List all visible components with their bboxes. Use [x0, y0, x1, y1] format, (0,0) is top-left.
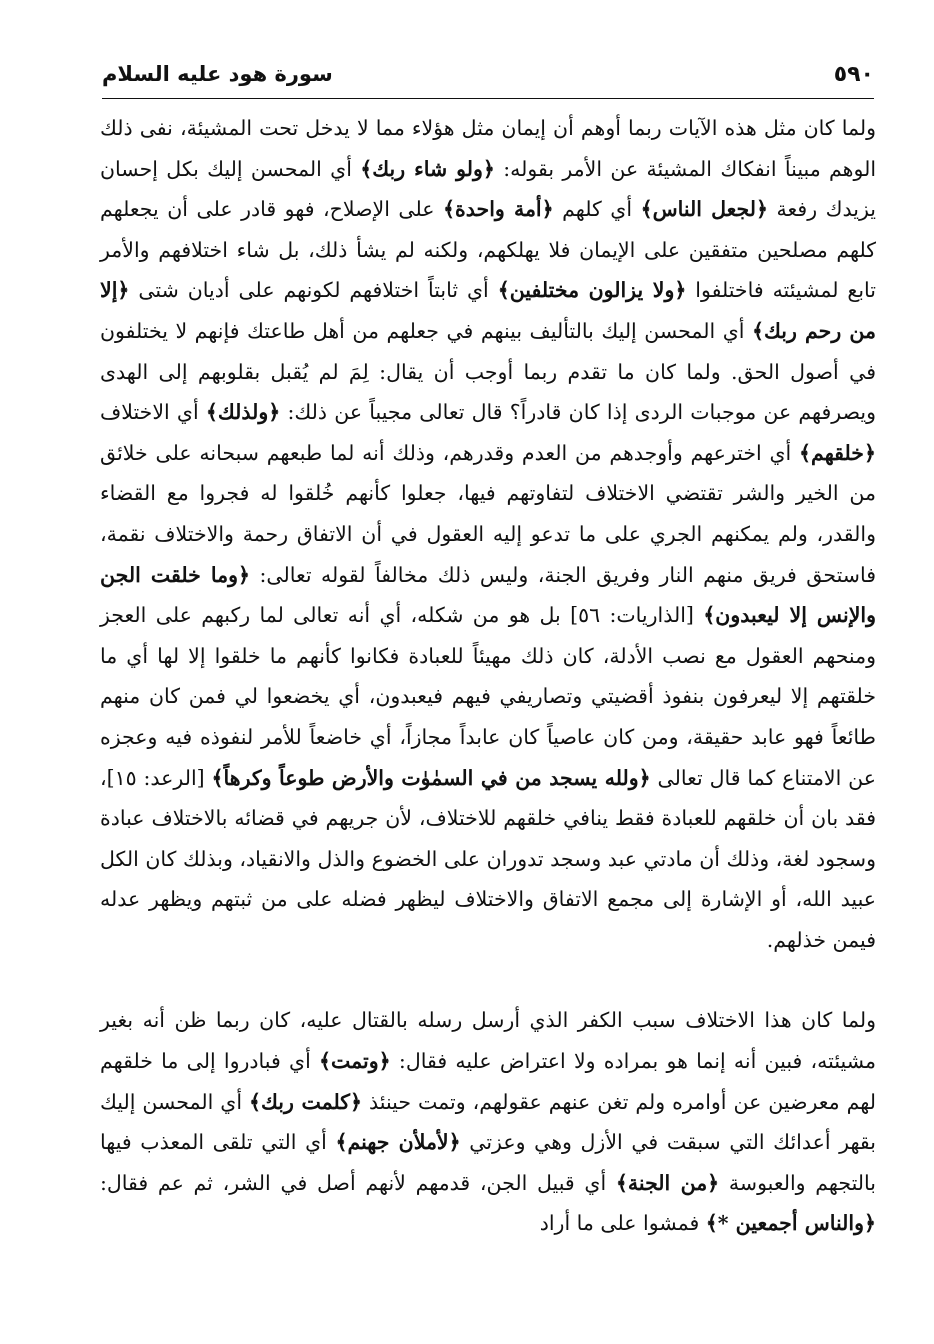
quran-quote: ﴿وتمت﴾: [319, 1049, 391, 1074]
paragraph-1: [100, 108, 876, 960]
paragraph-text: ولما كان هذا الاختلاف سبب الكفر الذي أرسل رسله بالقتال عليه، كان ربما ظن أنه بغير مشيئته، فبين أنه إنما هو بمراده ولا اعتراض عليه فقال: ﴿وتمت﴾ أي فبادروا إلى ما خلقهم لهم معرضين عن أوامره ولم تغن عنهم عقولهم، وتمت حينئذ ﴿كلمت ربك﴾ أي المحسن إليك بقهر أعدائك التي سبقت في الأزل وهي وعزتي ﴿لأملأن جهنم﴾ أي التي تلقى المعذب فيها بالتجهم والعبوسة ﴿من الجنة﴾ أي قبيل الجن، قدمهم لأنهم أصل في الشر، ثم عم فقال: ﴿والناس أجمعين *﴾ فمشوا على ما أراد: [100, 1008, 876, 1236]
page-body: [100, 108, 876, 1244]
quran-quote: ﴿ولله يسجد من في السمٰوٰت والأرض طوعاً وكرهاً﴾: [211, 765, 651, 790]
quran-quote: ﴿وما خلقت الجن والإنس إلا ليعبدون﴾: [100, 562, 876, 628]
quran-quote: ﴿لأملأن جهنم﴾: [335, 1130, 461, 1155]
quran-quote: ﴿إلا من رحم ربك﴾: [100, 278, 876, 343]
paragraph-text: ولما كان مثل هذه الآيات ربما أوهم أن إيمان مثل هؤلاء مما لا يدخل تحت المشيئة، نفى ذلك الوهم مبيناً انفكاك المشيئة عن الأمر بقوله: ﴿ولو شاء ربك﴾ أي المحسن إليك بكل إحسان يزيدك رفعة ﴿لجعل الناس﴾ أي كلهم ﴿أمة واحدة﴾ على الإصلاح، فهو قادر على أن يجعلهم كلهم مصلحين متفقين على الإيمان فلا يهلكهم، ولكنه لم يشأ ذلك، بل شاء اختلافهم والأمر تابع لمشيئته فاختلفوا ﴿ولا يزالون مختلفين﴾ أي ثابتاً اختلافهم لكونهم على أديان شتى ﴿إلا من رحم ربك﴾ أي المحسن إليك بالتأليف بينهم في جعلهم من أهل طاعتك فإنهم لا يختلفون في أصول الحق. ولما كان ما تقدم ربما أوجب أن يقال: لِمَ لم يُقبل بقلوبهم إلى الهدى ويصرفهم عن موجبات الردى إذا كان قادراً؟ قال تعالى مجيباً عن ذلك: ﴿ولذلك﴾ أي الاختلاف ﴿خلقهم﴾ أي اخترعهم وأوجدهم من العدم وقدرهم، وذلك أنه لما طبعهم سبحانه على خلائق من الخير والشر تقتضي الاختلاف لتفاوتهم فيها، جعلوا كأنهم خُلقوا له فجروا مع القضاء والقدر، ولم يمكنهم الجري على ما تدعو إليه العقول في أن الاتفاق رحمة والاختلاف نقمة، فاستحق فريق منهم النار وفريق الجنة، وليس ذلك مخالفاً لقوله تعالى: ﴿وما خلقت الجن والإنس إلا ليعبدون﴾ [الذاريات: ٥٦] بل هو من شكله، أي أنه تعالى لما ركبهم على العجز ومنحهم العقول مع نصب الأدلة، كان ذلك مهيئاً للعبادة فكانوا كأنهم ما خلقوا إلا لها أي ما خلقتهم إلا ليعرفون بنفوذ أقضيتي وتصاريفي فيهم فيعبدون، أي يخضعوا لي فمن كان منهم طائعاً فهو عابد حقيقة، ومن كان عاصياً كان عابداً مجازاً، أي خاضعاً للأمر لنفوذه فيه وعجزه عن الامتناع كما قال تعالى ﴿ولله يسجد من في السمٰوٰت والأرض طوعاً وكرهاً﴾ [الرعد: ١٥]، فقد بان أن خلقهم للعبادة فقط ينافي خلقهم للاختلاف، لأن جريهم في قضائه بالاختلاف عبادة وسجود لغة، وذلك أن مادتي عبد وسجد تدوران على الخضوع والذل والانقياد، وبذلك كان الكل عبيد الله، أو الإشارة إلى مجمع الاتفاق والاختلاف ليظهر فضله على من ثبتهم ويظهر عدله فيمن خذلهم.: [100, 116, 877, 952]
quran-quote: ﴿من الجنة﴾: [615, 1170, 720, 1195]
quran-quote: ﴿كلمت ربك﴾: [249, 1089, 363, 1114]
quran-quote: ﴿ولذلك﴾: [205, 400, 281, 425]
paragraph-2: [100, 1000, 876, 1244]
quran-quote: ﴿أمة واحدة﴾: [443, 197, 554, 222]
page-number: ٥٩٠: [833, 62, 874, 87]
surah-title: سورة هود عليه السلام: [102, 62, 333, 86]
quran-quote: ﴿لجعل الناس﴾: [640, 197, 769, 222]
quran-quote: ﴿خلقهم﴾: [799, 440, 876, 465]
quran-quote: ﴿والناس أجمعين *﴾: [705, 1211, 876, 1236]
page-header: [102, 52, 874, 99]
quran-quote: ﴿ولو شاء ربك﴾: [360, 156, 495, 181]
quran-quote: ﴿ولا يزالون مختلفين﴾: [497, 278, 687, 303]
